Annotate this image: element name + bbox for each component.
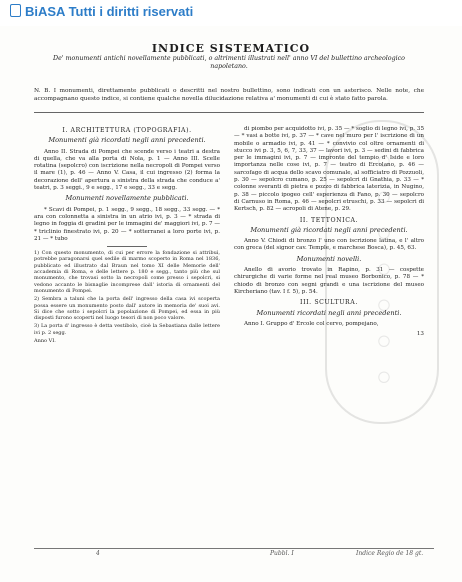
watermark-banner: [0, 0, 462, 26]
page-title: INDICE SISTEMATICO: [151, 42, 311, 55]
section-heading-scultura: III. SCULTURA.: [300, 299, 358, 307]
paragraph: * Scavi di Pompei, p. 1 segg., 9 segg., 18 segg., 33 segg. — * ara con colonnetta a sinistra in un atrio ivi, p. 3 — * strada di legno in foggia di gradini per le immagini de' maggiori ivi, p. 7 — * triclinio finestrato ivi, p. 20 — * sotterranei a loro porte ivi, p. 21 — * tubo: [34, 206, 220, 242]
bottom-mark-right: Indice Regio de 18 gt.: [356, 550, 424, 557]
subheading: Monumenti novelli.: [296, 254, 362, 263]
page-number: 13: [416, 331, 424, 338]
footnote: 2) Sembra a taluni che la porta dell' ingresso della casa ivi scoperta possa essere un monumento posto dall' autore in memoria de' suoi avi. Si dice che sotto i sepolcri la popolazione di Pompei, ed essa in più disposti furono scoperti nel luogo tesori di non poco valore.: [34, 296, 220, 322]
footnote: 3) La porta d' ingresso è detta vestibolo, cioè la Sebastiana dalle lettere ivi p. 2 segg.: [34, 323, 220, 336]
subheading: Monumenti già ricordati negli anni precedenti.: [250, 225, 408, 234]
paragraph: Anno V. Chiodi di bronzo l' uno con iscrizione latina, e l' altro con greca (del signor cav. Temple, e marchese Bosca), p. 45, 63.: [234, 238, 424, 252]
left-column: [34, 126, 220, 346]
bottom-rule: [34, 548, 434, 549]
stamp-decoration: ○○○○○○○: [376, 145, 392, 391]
subheading: Monumenti ricordati negli anni precedenti.: [256, 308, 402, 317]
paragraph: di piombo per acquidotto ivi, p. 35 — * soglio di legno ivi, p. 35 — * vasi a botte ivi, p. 37 — * cave nel muro per l' iscrizione di un mobile o armadio ivi, p. 41 — * convivio col oltre ornamenti di stucco ivi p. 3, 5, 6, 7, 33, 37 — lavori ivi, p. 3 — sedini di fabbrica per le immagini ivi, p. 7 — impronte del tempio d' Iside e loro importanza nelle cose ivi, p. 7 — teatro di Ercolano, p. 46 — sarcofago di acqua dello scavo comunale, al sofficiatro di Pozzuoli, p. 30 — sepolcro cumano, p. 25 — sepolcri di Gnathia, p. 33 — * colonne sveranti di pietra e pozzo di fabbrica laterizia, in Nugino, p. 38 — piccolo ipogeo cell' esperienza di Fano, p. 30 — sepolcro di Carnuso in Roma, p. 46 — sepolcri etruschi, p. 33 — sepolcri di Kertsch, p. 82 — acropoli di Atene, p. 29.: [234, 126, 424, 213]
section-heading-tettonica: II. TETTONICA.: [299, 216, 359, 224]
biasa-logo: BiASA Tutti i diritti riservati: [10, 4, 193, 19]
paragraph: Anno II. Strada di Pompei che scende verso i teatri a destra di quella, che va alla porta di Nola, p. 1 — Anno III. Scelle rotatina (sepolcro) con iscrizione nella necropoli di Pompei verso il mare (1), p. 46 — Anno V. Casa, il cui ingresso (2) forma la decorazione dell' apertura a sinistra della strada che conduce a' teatri, p. 3 seggi., 9 e segg., 17 e segg., 33 e segg.: [34, 148, 220, 192]
divider: [34, 112, 424, 113]
footer-label: Anno VI.: [34, 338, 56, 345]
bottom-mark-mid: Pubbl. I: [270, 550, 294, 557]
subheading: Monumenti già ricordati negli anni precedenti.: [48, 136, 206, 145]
intro-text: De' monumenti antichi novellamente pubblicati, o altrimenti illustrati nell' anno VI del bullettino archeologico napoletano.: [53, 55, 405, 70]
divider: [107, 246, 147, 247]
note-text: N. B. I monumenti, direttamente pubblicati o descritti nel nostro bullettino, sono indicati con un asterisco. Nelle note, che accompagnano questo indice, si contiene qualche novella dilucidazione relativa a' monumenti di cui è stato fatto parola.: [34, 88, 424, 102]
footnote: 1) Con questo monumento, di cui per errore la fondazione si attribuì, potrebbe paragonarsi quel sedile di marmo scoperto in Roma nel 1836, pubblicato ed illustrato dal Braun nel tomo XI delle Memorie dell' accademia di Roma, e delle lettere p. 180 e segg., tanto più che sul monumento, che trovasi sotto la necropoli come presso i sepolcri, si vedono accanto le bisnaglie incomprese dall' istoria di ornamenti del monumento di Pompei.: [34, 250, 220, 294]
section-heading-architecture: I. ARCHITETTURA (TOPOGRAFIA).: [62, 127, 192, 134]
document-icon: [10, 4, 21, 17]
right-column: [234, 126, 424, 338]
paragraph: Anello di avorio trovato in Rapino, p. 31 — cospette chirurgiche di varie forme nel real museo Borbonico, p. 78 — * chiodo di bronzo con segni grandi e una iscrizione del museo Kircheriano (tav. I f. 5), p. 54.: [234, 267, 424, 295]
paragraph: Anno I. Gruppo d' Ercole col cervo, pompejano,: [244, 320, 379, 327]
subheading: Monumenti novellamente pubblicati.: [65, 194, 189, 203]
bottom-mark-left: 4: [96, 550, 100, 557]
